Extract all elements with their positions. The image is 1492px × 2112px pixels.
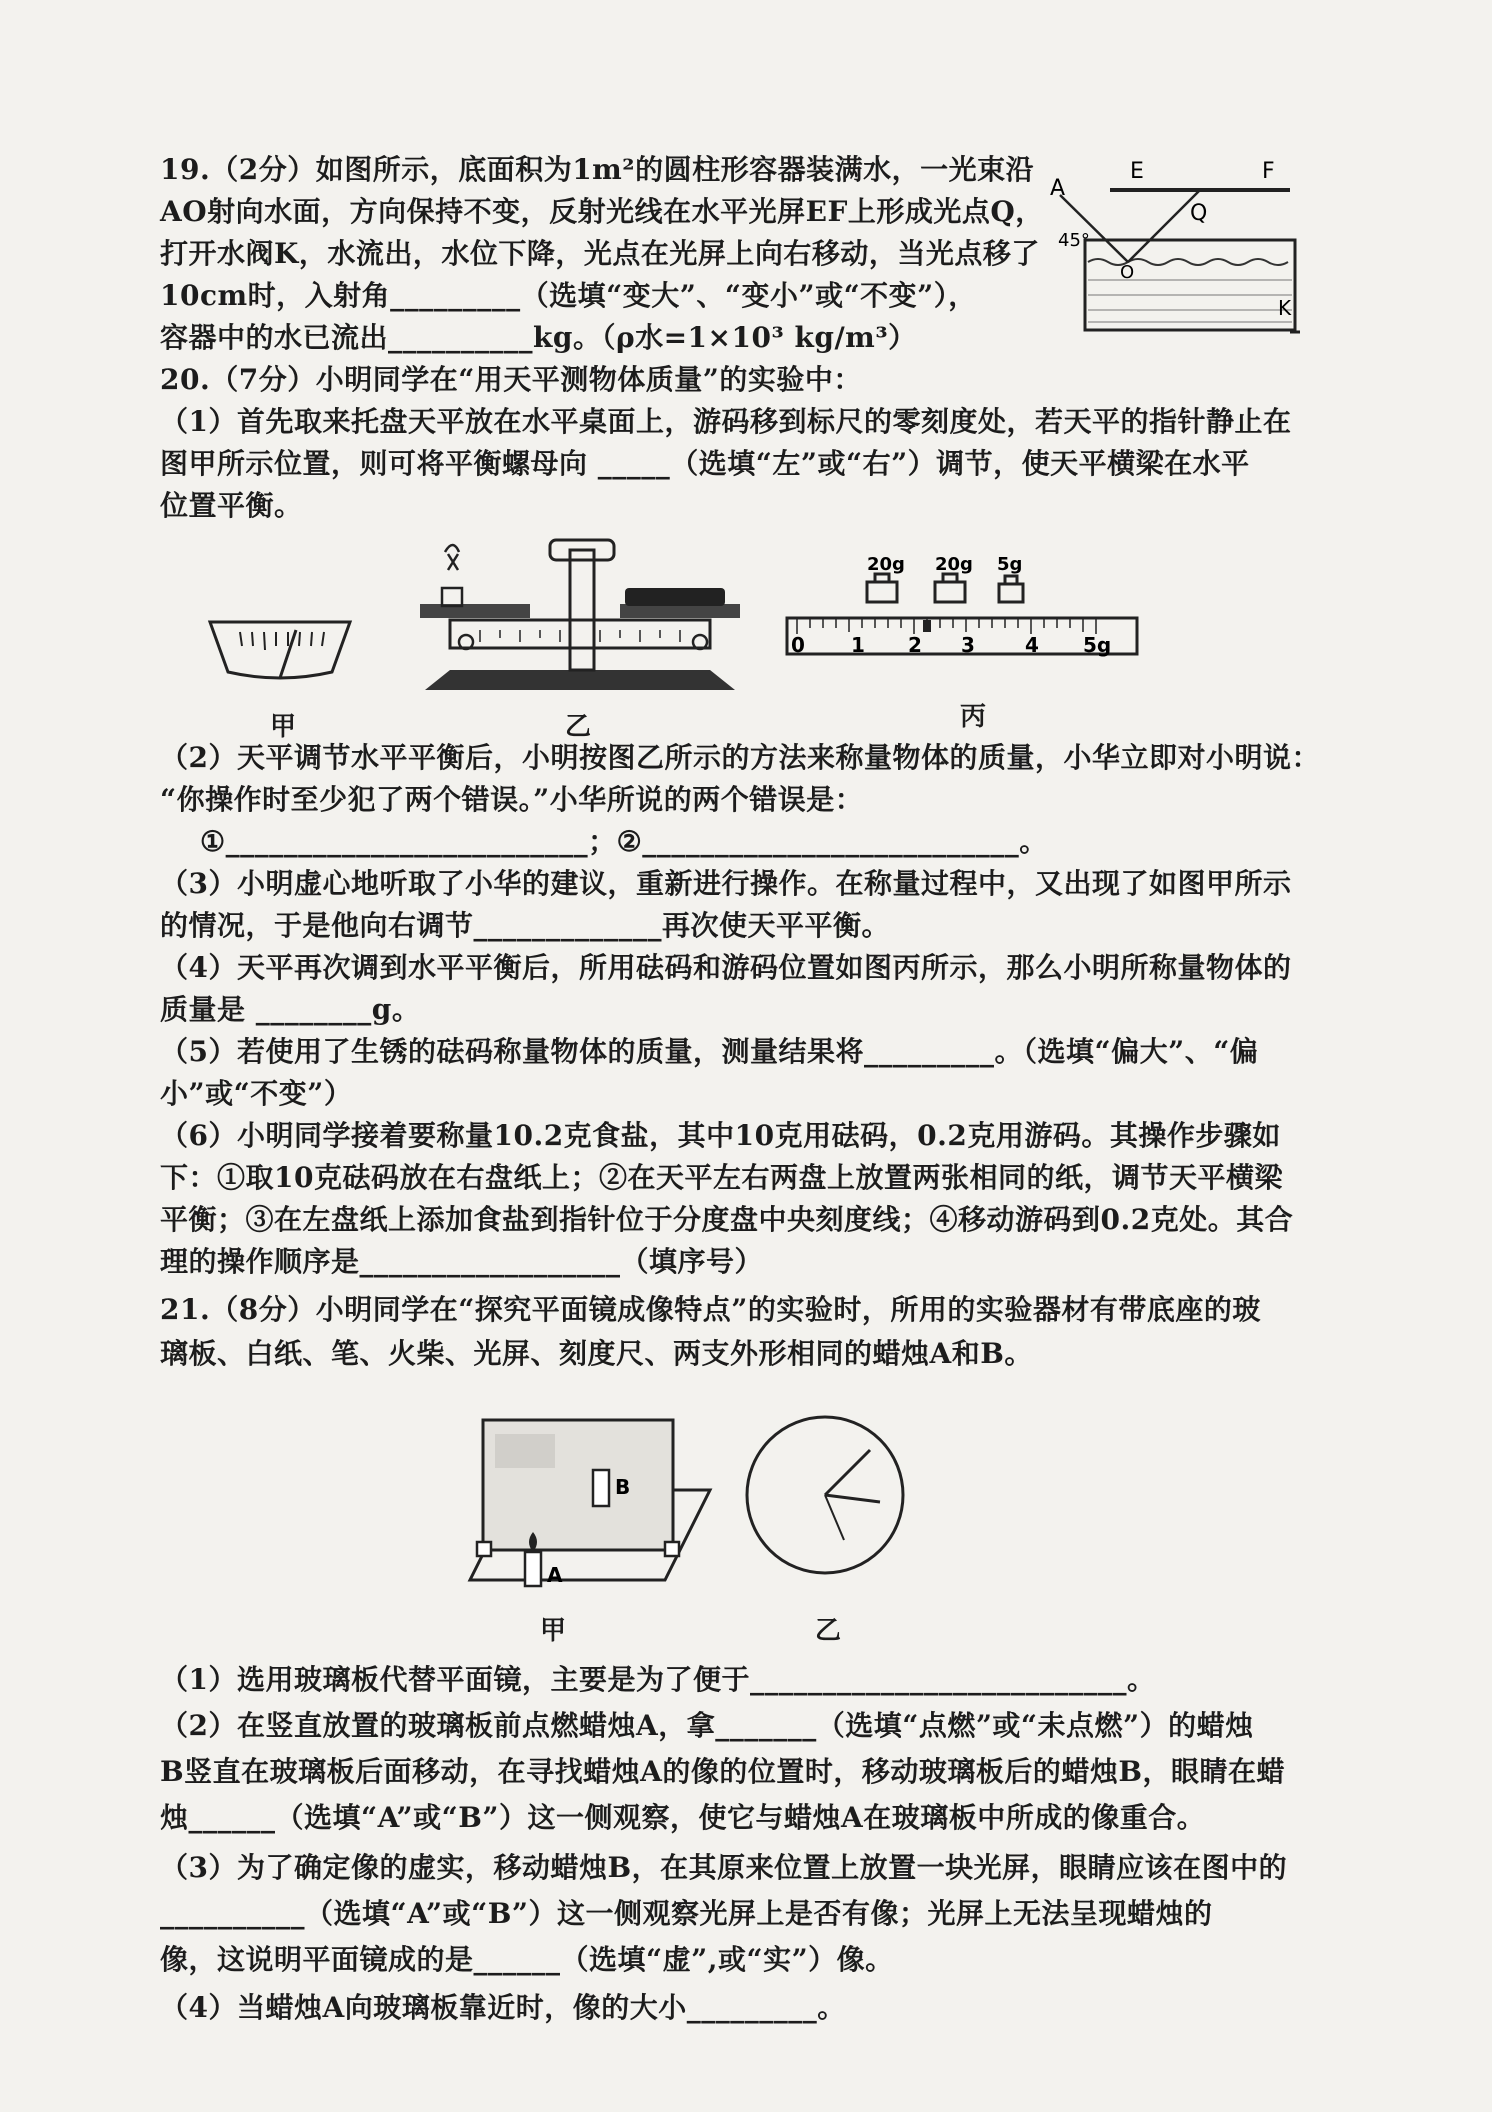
label-q: Q [1190, 201, 1208, 226]
container [1085, 240, 1295, 330]
caption-bing: 丙 [960, 702, 987, 732]
label-a: A [1050, 176, 1066, 201]
object-on-right-pan [625, 588, 725, 606]
incident-ray [1060, 195, 1128, 262]
weight-label-1: 20g [867, 554, 905, 575]
q20-part-1: （2）天平调节水平平衡后，小明按图乙所示的方法来称量物体的质量，小华立即对小明说： [160, 741, 1320, 774]
q21-part-2: （2）在竖直放置的玻璃板前点燃蜡烛A，拿_______（选填“点燃”或“未点燃”）的蜡烛 [160, 1709, 1254, 1742]
q21-line-1: 21.（8分）小明同学在“探究平面镜成像特点”的实验时，所用的实验器材有带底座的玻 [160, 1293, 1261, 1326]
q21-part-6: __________（选填“A”或“B”）这一侧观察光屏上是否有像；光屏上无法呈现蜡烛的 [160, 1897, 1213, 1930]
label-e: E [1130, 159, 1144, 184]
weight-on-left-pan [442, 588, 462, 606]
q21-part-3: B竖直在玻璃板后面移动，在寻找蜡烛A的像的位置时，移动玻璃板后的蜡烛B，眼睛在蜡 [160, 1755, 1286, 1788]
q20-fig-weights-scale [775, 548, 1155, 668]
q20-part-2: “你操作时至少犯了两个错误。”小华所说的两个错误是： [160, 783, 864, 816]
q21-fig-clock [740, 1410, 910, 1580]
water-surface [1088, 259, 1288, 265]
q20-part-5: 的情况，于是他向右调节_____________再次使天平平衡。 [160, 909, 891, 942]
clock-hand-3 [825, 1495, 844, 1540]
tick-3: 3 [961, 633, 975, 657]
q20-part-8: （5）若使用了生锈的砝码称量物体的质量，测量结果将_________。（选填“偏大”、“偏 [160, 1035, 1259, 1068]
tick-1: 1 [851, 633, 865, 657]
tick-4: 4 [1025, 633, 1039, 657]
q20-part-9: 小”或“不变”） [160, 1077, 353, 1110]
rider [923, 620, 931, 632]
q20-line-3: 图甲所示位置，则可将平衡螺母向 _____（选填“左”或“右”）调节，使天平横梁在水平 [160, 447, 1250, 480]
q20-part-7: 质量是 ________g。 [160, 993, 421, 1026]
q20-fig-balance [410, 530, 750, 700]
caption-yi: 乙 [565, 712, 592, 742]
q19-line-5: 容器中的水已流出__________kg。（ρ水=1×10³ kg/m³） [160, 321, 917, 354]
caption-21-yi: 乙 [815, 1616, 842, 1646]
q20-fig-pointer-dial [200, 600, 360, 690]
tick-5g: 5g [1083, 633, 1112, 657]
q20-part-10: （6）小明同学接着要称量10.2克食盐，其中10克用砝码，0.2克用游码。其操作步骤如 [160, 1119, 1281, 1152]
weight-label-3: 5g [997, 554, 1023, 575]
q20-line-4: 位置平衡。 [160, 489, 303, 522]
caption-jia: 甲 [270, 712, 297, 742]
tweezers-icon [445, 545, 459, 570]
q21-part-8: （4）当蜡烛A向玻璃板靠近时，像的大小_________。 [160, 1991, 846, 2024]
q19-line-2: AO射向水面，方向保持不变，反射光线在水平光屏EF上形成光点Q， [160, 195, 1044, 228]
q20-part-12: 平衡；③在左盘纸上添加食盐到指针位于分度盘中央刻度线；④移动游码到0.2克处。其合 [160, 1203, 1294, 1236]
label-f: F [1262, 159, 1275, 184]
q19-container-figure [1040, 150, 1300, 340]
weight-label-2: 20g [935, 554, 973, 575]
q19-line-4: 10cm时，入射角_________（选填“变大”、“变小”或“不变”）， [160, 279, 977, 312]
caption-21-jia: 甲 [540, 1616, 567, 1646]
candle-b [593, 1470, 609, 1506]
q20-part-6: （4）天平再次调到水平平衡后，所用砝码和游码位置如图丙所示，那么小明所称量物体的 [160, 951, 1292, 984]
clock-hand-1 [825, 1450, 870, 1495]
clock-hand-2 [825, 1495, 880, 1502]
tick-0: 0 [791, 633, 805, 657]
label-45: 45° [1058, 230, 1090, 251]
q20-part-11: 下：①取10克砝码放在右盘纸上；②在天平左右两盘上放置两张相同的纸，调节天平横梁 [160, 1161, 1283, 1194]
q21-fig-mirror-setup [455, 1410, 725, 1600]
tick-2: 2 [908, 633, 922, 657]
label-a-candle: A [547, 1563, 563, 1587]
candle-a [525, 1552, 541, 1586]
q20-line-2: （1）首先取来托盘天平放在水平桌面上，游码移到标尺的零刻度处，若天平的指针静止在 [160, 405, 1292, 438]
q21-line-2: 璃板、白纸、笔、火柴、光屏、刻度尺、两支外形相同的蜡烛A和B。 [160, 1337, 1033, 1370]
label-k: K [1278, 296, 1292, 320]
q20-part-13: 理的操作顺序是__________________（填序号） [160, 1245, 764, 1278]
q21-part-7: 像，这说明平面镜成的是______（选填“虚”,或“实”）像。 [160, 1943, 894, 1976]
label-o: O [1120, 262, 1135, 283]
label-b: B [615, 1475, 631, 1499]
q21-part-5: （3）为了确定像的虚实，移动蜡烛B，在其原来位置上放置一块光屏，眼睛应该在图中的 [160, 1851, 1288, 1884]
q21-part-4: 烛______（选填“A”或“B”）这一侧观察，使它与蜡烛A在玻璃板中所成的像重合。 [160, 1801, 1206, 1834]
q20-line-1: 20.（7分）小明同学在“用天平测物体质量”的实验中： [160, 363, 862, 396]
q20-part-4: （3）小明虚心地听取了小华的建议，重新进行操作。在称量过程中，又出现了如图甲所示 [160, 867, 1292, 900]
q19-line-1: 19.（2分）如图所示，底面积为1m²的圆柱形容器装满水，一光束沿 [160, 153, 1035, 186]
q19-line-3: 打开水阀K，水流出，水位下降，光点在光屏上向右移动，当光点移了 [160, 237, 1040, 270]
q20-part-3: ①_________________________；②__________________________。 [200, 825, 1048, 858]
q21-part-1: （1）选用玻璃板代替平面镜，主要是为了便于__________________________。 [160, 1663, 1156, 1696]
